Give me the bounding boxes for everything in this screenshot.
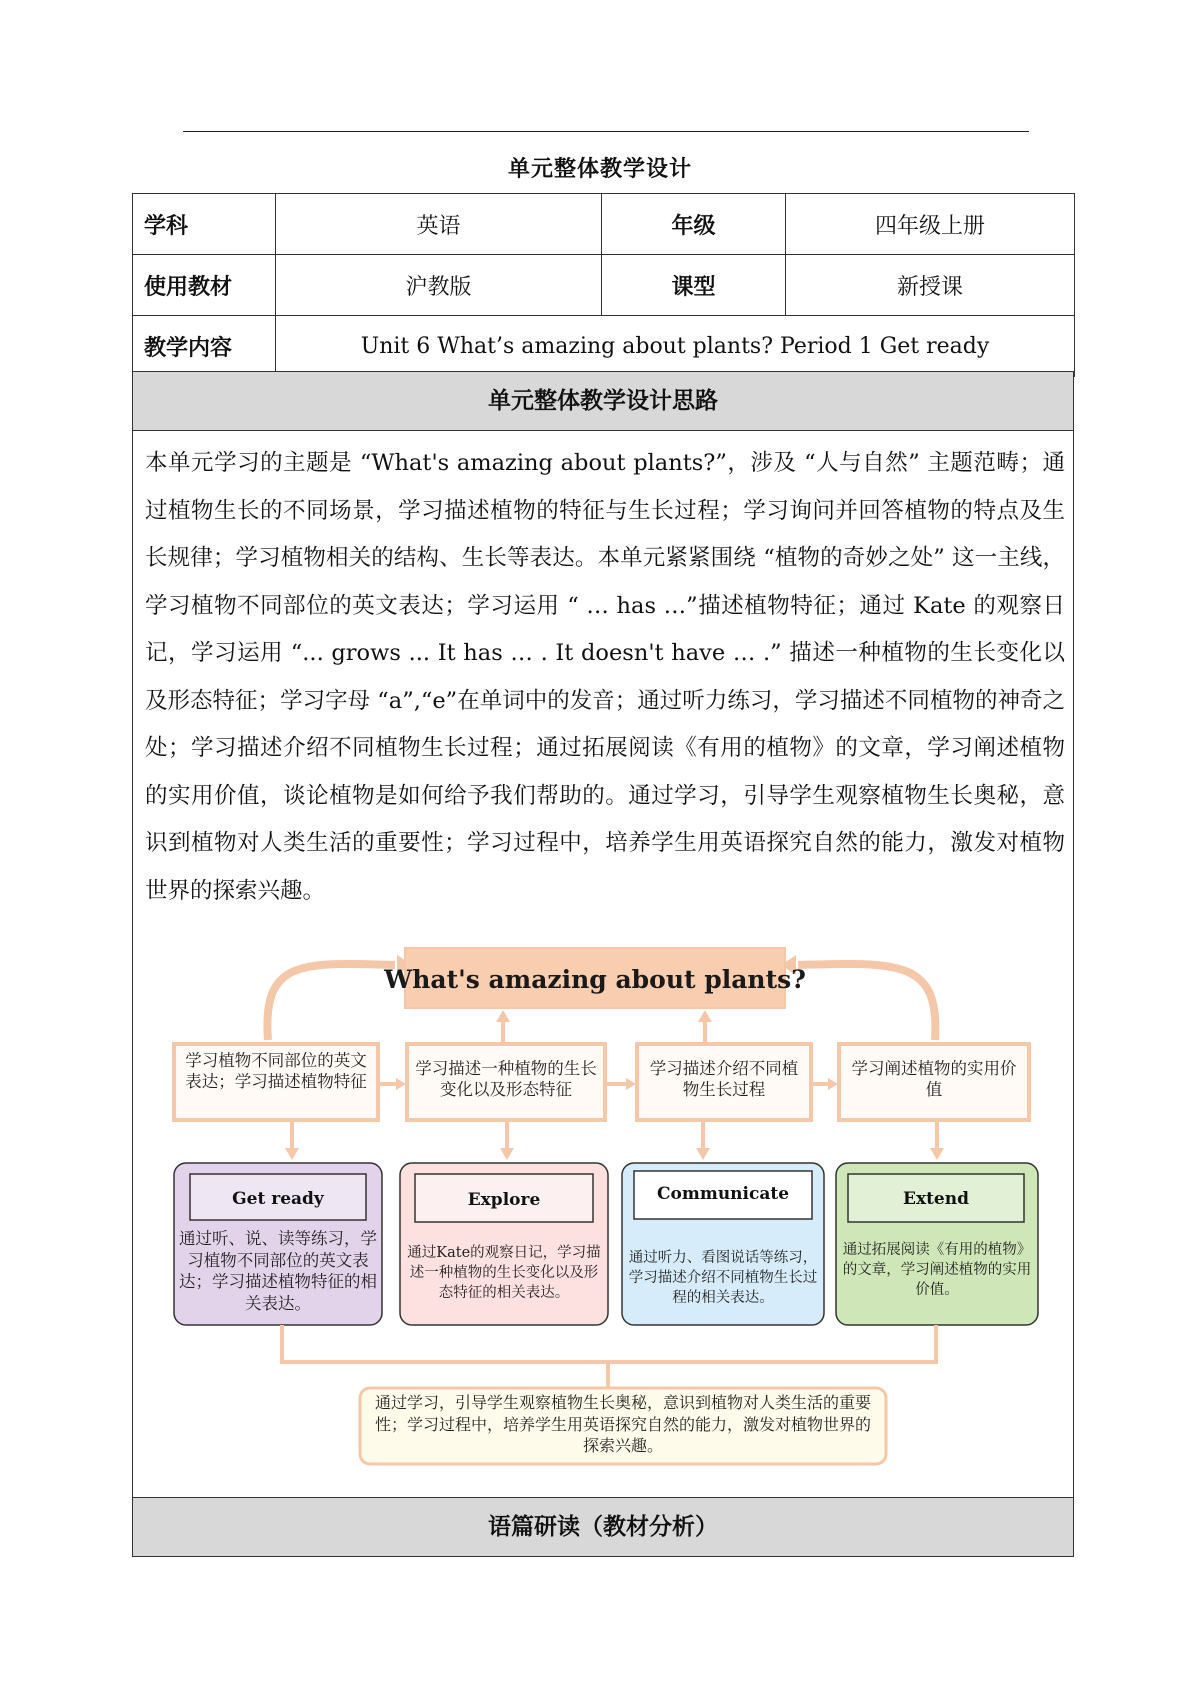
goal-3-text: 学习描述介绍不同植物生长过程 (649, 1059, 799, 1099)
goal-box-1 (174, 1044, 378, 1120)
content-value: Unit 6 What’s amazing about plants? Period 1 Get ready (276, 316, 1075, 377)
stage-explore-name: Explore (467, 1190, 541, 1210)
bracket-connector (282, 1325, 936, 1362)
up-arrow-2 (698, 1010, 712, 1022)
stage-extend-name: Extend (902, 1189, 970, 1209)
up-arrow-1 (496, 1010, 510, 1022)
document-title: 单元整体教学设计 (507, 156, 692, 182)
grade-value: 四年级上册 (786, 194, 1075, 255)
goal-1-text: 学习植物不同部位的英文表达；学习描述植物特征 (185, 1051, 367, 1091)
content-label: 教学内容 (133, 316, 276, 377)
section-heading-design: 单元整体教学设计思路 (132, 371, 1074, 431)
grade-label: 年级 (602, 194, 786, 255)
lesson-type-label: 课型 (602, 255, 786, 316)
subject-value: 英语 (276, 194, 602, 255)
summary-box (360, 1388, 886, 1464)
textbook-value: 沪教版 (276, 255, 602, 316)
lesson-type-value: 新授课 (786, 255, 1075, 316)
goal-4-text: 学习阐述植物的实用价值 (851, 1059, 1017, 1099)
textbook-label: 使用教材 (133, 255, 276, 316)
stage-explore-desc: 通过Kate的观察日记，学习描述一种植物的生长变化以及形态特征的相关表达。 (407, 1245, 601, 1301)
goal-2-text: 学习描述一种植物的生长变化以及形态特征 (415, 1059, 597, 1099)
stage-extend (836, 1163, 1038, 1325)
stage-communicate-desc: 通过听力、看图说话等练习，学习描述介绍不同植物生长过程的相关表达。 (628, 1250, 818, 1306)
stage-extend-desc: 通过拓展阅读《有用的植物》的文章，学习阐述植物的实用价值。 (842, 1242, 1032, 1298)
curve-arrow-left (267, 964, 395, 1040)
diagram-title: What's amazing about plants? (384, 965, 806, 994)
goal-box-2 (407, 1044, 605, 1120)
goal-box-3 (637, 1044, 811, 1120)
curve-arrow-right (798, 964, 935, 1040)
stage-get-ready-name: Get ready (232, 1189, 324, 1209)
stage-get-ready-desc: 通过听、说、读等练习，学习植物不同部位的英文表达；学习描述植物特征的相关表达。 (179, 1229, 377, 1313)
design-paragraph: 本单元学习的主题是 “What's amazing about plants?”，涉及 “人与自然” 主题范畴；通过植物生长的不同场景，学习描述植物的特征与生长过程；学习询问并回答植物的特点及生长规律；学习植物相关的结构、生长等表达。本单元紧紧围绕 “植物的奇妙之处” 这一主线，学习植物不同部位的英文表达；学习运用 “ … has …”描述植物特征；通过 Kate 的观察日记，学习运用 “... grows ... It has … . It doesn't have … .” 描述一种植物的生长变化以及形态特征；学习字母 “a”,“e”在单词中的发音；通过听力练习，学习描述不同植物的神奇之处；学习描述介绍不同植物生长过程；通过拓展阅读《有用的植物》的文章，学习阐述植物的实用价值，谈论植物是如何给予我们帮助的。通过学习，引导学生观察植物生长奥秘，意识到植物对人类生活的重要性；学习过程中，培养学生用英语探究自然的能力，激发对植物世界的探索兴趣。 (145, 450, 1065, 904)
goal-box-4 (839, 1044, 1029, 1120)
section-heading-analysis: 语篇研读（教材分析） (132, 1497, 1074, 1557)
stage-communicate-name: Communicate (656, 1184, 790, 1204)
summary-text: 通过学习，引导学生观察植物生长奥秘，意识到植物对人类生活的重要性；学习过程中，培养学生用英语探究自然的能力，激发对植物世界的探索兴趣。 (374, 1393, 871, 1455)
stage-communicate (622, 1163, 824, 1325)
stage-get-ready (174, 1163, 382, 1325)
subject-label: 学科 (133, 194, 276, 255)
stage-explore (400, 1163, 608, 1325)
